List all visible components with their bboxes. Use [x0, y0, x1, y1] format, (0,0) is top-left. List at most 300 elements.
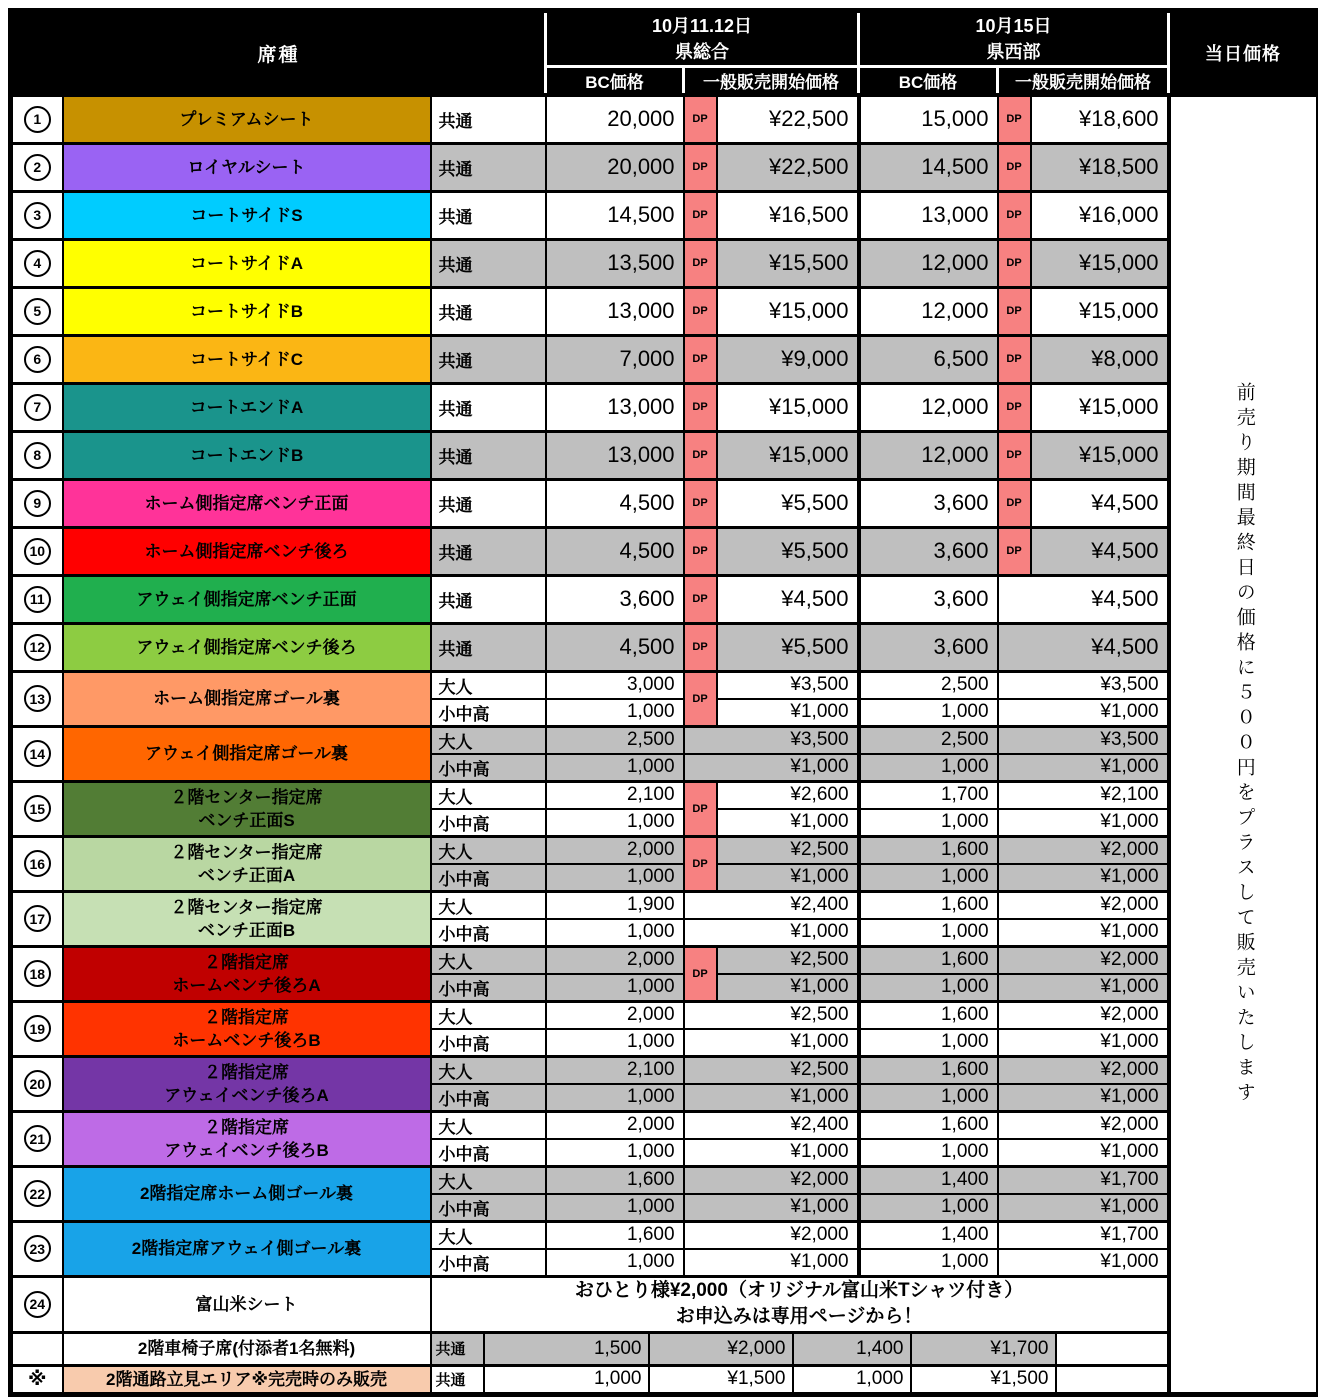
row-number-cell	[11, 143, 63, 191]
price-cell: 1,000	[546, 1029, 684, 1057]
price-cell: ¥1,700	[998, 1166, 1169, 1194]
dp-marker-cell: DP	[684, 671, 717, 726]
price-cell: ¥2,500	[717, 946, 859, 974]
seat-name-line: ２階センター指定席	[68, 786, 426, 809]
general-price-header-1: 一般販売開始価格	[684, 67, 859, 96]
price-cell: ¥1,000	[998, 754, 1169, 782]
seat-name-cell	[63, 836, 431, 891]
price-cell: ¥15,000	[717, 383, 859, 431]
price-cell: ¥5,500	[717, 623, 859, 671]
price-cell: 12,000	[859, 287, 998, 335]
price-cell: ¥1,000	[998, 1029, 1169, 1057]
table-row	[11, 527, 1318, 575]
price-cell: 2,000	[546, 836, 684, 864]
price-cell: ¥1,700	[998, 1221, 1169, 1249]
table-row	[11, 383, 1318, 431]
table-row	[11, 1111, 1318, 1139]
seat-name-line: ２階指定席	[68, 951, 426, 974]
seat-name-line: 2階通路立見エリア※完売時のみ販売	[68, 1368, 426, 1391]
category-label: 小中高	[431, 864, 546, 892]
date-group-1-header	[546, 11, 859, 67]
price-cell: ¥1,500	[650, 1367, 794, 1392]
table-row	[11, 836, 1318, 864]
dp-marker-cell: DP	[684, 143, 717, 191]
price-cell: 1,000	[859, 974, 998, 1002]
price-cell: ¥15,000	[1031, 287, 1169, 335]
category-label: 共通	[431, 623, 546, 671]
seat-name-cell	[63, 191, 431, 239]
category-label: 大人	[431, 726, 546, 754]
seat-name-line: ２階指定席	[68, 1061, 426, 1084]
row-number-cell	[11, 836, 63, 891]
dp-marker-cell: DP	[998, 191, 1031, 239]
dp-marker-cell: DP	[684, 431, 717, 479]
row-number-cell	[11, 671, 63, 726]
price-cell: 1,400	[794, 1334, 912, 1364]
row-number-cell	[11, 575, 63, 623]
seat-name-line: ロイヤルシート	[68, 156, 426, 179]
price-cell: 1,000	[546, 974, 684, 1002]
price-cell: 1,000	[859, 1194, 998, 1222]
row-number-cell	[11, 891, 63, 946]
bc-price-header-2: BC価格	[859, 67, 998, 96]
category-label: 共通	[431, 239, 546, 287]
seat-name-cell	[63, 781, 431, 836]
seat-name-cell	[63, 726, 431, 781]
dp-marker-cell: DP	[684, 191, 717, 239]
price-cell: ¥1,000	[998, 1139, 1169, 1167]
row-number-cell	[11, 335, 63, 383]
price-cell: 13,000	[859, 191, 998, 239]
price-cell: ¥3,500	[717, 671, 859, 699]
row-number-cell	[11, 1221, 63, 1276]
price-cell: ¥1,000	[684, 1084, 859, 1112]
row-number-cell	[11, 1111, 63, 1166]
price-cell: ¥22,500	[717, 143, 859, 191]
price-cell: ¥2,600	[717, 781, 859, 809]
price-cell: 2,000	[546, 1001, 684, 1029]
price-cell: ¥1,000	[998, 809, 1169, 837]
table-row	[11, 1166, 1318, 1194]
row-number: 15	[24, 795, 51, 822]
price-cell: ¥3,500	[998, 726, 1169, 754]
seat-name-line: プレミアムシート	[68, 108, 426, 131]
category-label: 大人	[431, 781, 546, 809]
price-cell: ¥2,000	[684, 1166, 859, 1194]
row-number: ※	[28, 1369, 46, 1390]
category-label: 共通	[431, 479, 546, 527]
seat-name-cell	[63, 623, 431, 671]
category-label: 大人	[431, 1111, 546, 1139]
dp-marker-cell: DP	[998, 431, 1031, 479]
dp-marker-cell: DP	[998, 335, 1031, 383]
dp-marker-cell: DP	[684, 287, 717, 335]
seat-name-line: ベンチ正面A	[68, 864, 426, 887]
advance-sale-note: 前売り期間最終日の価格に５００円をプラスして販売いたします	[1232, 382, 1255, 1107]
price-cell: 1,600	[859, 946, 998, 974]
dp-marker-cell: DP	[998, 383, 1031, 431]
price-cell: 7,000	[546, 335, 684, 383]
price-cell: 4,500	[546, 527, 684, 575]
price-cell: 2,500	[859, 671, 998, 699]
bc-price-header-1: BC価格	[546, 67, 684, 96]
seat-name-cell	[63, 1332, 431, 1365]
category-label: 小中高	[431, 1029, 546, 1057]
category-label: 共通	[431, 95, 546, 143]
seat-name-line: 2階指定席ホーム側ゴール裏	[68, 1182, 426, 1205]
price-cell: ¥1,500	[912, 1367, 1057, 1392]
price-cell: 1,000	[859, 1029, 998, 1057]
category-label: 小中高	[431, 919, 546, 947]
category-label: 大人	[431, 1221, 546, 1249]
table-row	[11, 287, 1318, 335]
price-cell: ¥18,500	[1031, 143, 1169, 191]
seat-name-cell	[63, 287, 431, 335]
dp-marker-cell: DP	[684, 575, 717, 623]
price-cell: ¥2,000	[998, 891, 1169, 919]
price-cell: ¥4,500	[717, 575, 859, 623]
row-number: 24	[24, 1291, 51, 1318]
price-cell: ¥1,000	[717, 864, 859, 892]
row-number: 8	[24, 442, 51, 469]
price-cell: 1,000	[859, 754, 998, 782]
seat-name-line: ２階指定席	[68, 1116, 426, 1139]
dp-marker-cell: DP	[684, 95, 717, 143]
price-cell: 2,000	[546, 946, 684, 974]
price-cell: 12,000	[859, 431, 998, 479]
row-number-cell	[11, 191, 63, 239]
price-cell: ¥1,000	[998, 1249, 1169, 1277]
price-cell: 1,000	[546, 699, 684, 727]
table-row	[11, 1221, 1318, 1249]
seat-name-cell	[63, 946, 431, 1001]
price-cell: ¥15,000	[717, 431, 859, 479]
price-cell: 1,500	[485, 1334, 650, 1364]
row-number: 17	[24, 905, 51, 932]
price-cell: ¥4,500	[1031, 479, 1169, 527]
category-label: 小中高	[431, 699, 546, 727]
price-cell: 2,500	[546, 726, 684, 754]
price-cell: 4,500	[546, 479, 684, 527]
seat-name-line: ホーム側指定席ベンチ後ろ	[68, 540, 426, 563]
category-label: 共通	[431, 527, 546, 575]
date-group-1-venue: 県総合	[547, 39, 857, 65]
date-group-1-date: 10月11.12日	[547, 13, 857, 39]
row-number-cell	[11, 1056, 63, 1111]
price-cell: 2,100	[546, 781, 684, 809]
category-label: 共通	[431, 383, 546, 431]
table-row	[11, 946, 1318, 974]
table-row	[11, 1276, 1318, 1332]
price-cell: ¥1,000	[998, 1084, 1169, 1112]
price-cell: 3,600	[546, 575, 684, 623]
seat-name-cell	[63, 575, 431, 623]
price-cell: 13,000	[546, 287, 684, 335]
row-number-cell	[11, 383, 63, 431]
price-cell: ¥2,400	[684, 1111, 859, 1139]
row-number-cell	[11, 1332, 63, 1365]
price-cell: ¥4,500	[998, 575, 1169, 623]
price-cell: ¥1,000	[998, 974, 1169, 1002]
price-cell: 14,500	[546, 191, 684, 239]
compact-price-cell	[431, 1332, 1169, 1365]
price-cell: 12,000	[859, 239, 998, 287]
price-cell: 1,700	[859, 781, 998, 809]
seat-name-line: ２階指定席	[68, 1006, 426, 1029]
row-number-cell	[11, 946, 63, 1001]
price-cell: ¥2,000	[650, 1334, 794, 1364]
category-label: 小中高	[431, 1249, 546, 1277]
row-number: 21	[24, 1125, 51, 1152]
dp-marker-cell: DP	[684, 383, 717, 431]
seat-name-line: コートエンドB	[68, 444, 426, 467]
price-cell: ¥1,000	[684, 1139, 859, 1167]
seat-name-cell	[63, 1276, 431, 1332]
price-cell: ¥8,000	[1031, 335, 1169, 383]
seat-name-line: アウェイ側指定席ベンチ後ろ	[68, 636, 426, 659]
seat-name-cell	[63, 1111, 431, 1166]
price-cell: ¥15,000	[717, 287, 859, 335]
seat-name-line: コートサイドB	[68, 300, 426, 323]
row-number: 2	[24, 154, 51, 181]
seat-name-line: ホームベンチ後ろA	[68, 974, 426, 997]
row-number-cell	[11, 431, 63, 479]
price-cell: ¥15,000	[1031, 383, 1169, 431]
price-cell: ¥1,000	[684, 1029, 859, 1057]
seat-name-line: アウェイ側指定席ベンチ正面	[68, 588, 426, 611]
price-cell: 1,000	[546, 864, 684, 892]
dp-marker-cell: DP	[684, 335, 717, 383]
price-cell: ¥22,500	[717, 95, 859, 143]
row-number: 13	[24, 685, 51, 712]
category-label: 共通	[431, 143, 546, 191]
seat-name-line: コートサイドA	[68, 252, 426, 275]
category-label: 共通	[432, 1334, 485, 1364]
row-number: 1	[24, 106, 51, 133]
price-cell: ¥2,000	[998, 836, 1169, 864]
compact-price-cell	[431, 1365, 1169, 1394]
dp-marker-cell: DP	[998, 287, 1031, 335]
seat-name-cell	[63, 671, 431, 726]
price-cell: ¥2,000	[998, 1001, 1169, 1029]
row-number-cell	[11, 1166, 63, 1221]
category-label: 大人	[431, 836, 546, 864]
price-cell: 2,500	[859, 726, 998, 754]
seat-name-cell	[63, 479, 431, 527]
row-number-cell	[11, 1365, 63, 1394]
price-cell: 2,100	[546, 1056, 684, 1084]
table-body	[11, 95, 1318, 1394]
table-row	[11, 95, 1318, 143]
price-cell: ¥18,600	[1031, 95, 1169, 143]
row-number-cell	[11, 1001, 63, 1056]
price-cell: 1,000	[859, 1139, 998, 1167]
row-number: 9	[24, 490, 51, 517]
row-number: 3	[24, 202, 51, 229]
seat-name-line: ２階センター指定席	[68, 896, 426, 919]
seat-name-cell	[63, 527, 431, 575]
table-row	[11, 335, 1318, 383]
dp-marker-cell: DP	[998, 95, 1031, 143]
dp-marker-cell: DP	[998, 527, 1031, 575]
dp-marker-cell: DP	[684, 623, 717, 671]
row-number-cell	[11, 287, 63, 335]
table-row	[11, 431, 1318, 479]
seat-name-cell	[63, 335, 431, 383]
table-row	[11, 726, 1318, 754]
category-label: 大人	[431, 1001, 546, 1029]
dp-marker-cell: DP	[684, 946, 717, 1001]
row-number-cell	[11, 479, 63, 527]
seat-type-header: 席種	[11, 11, 546, 96]
price-cell: ¥16,500	[717, 191, 859, 239]
price-cell: 1,000	[546, 919, 684, 947]
seat-name-line: 2階車椅子席(付添者1名無料)	[68, 1337, 426, 1360]
price-cell: ¥4,500	[1031, 527, 1169, 575]
row-number: 14	[24, 740, 51, 767]
price-cell: ¥1,000	[717, 699, 859, 727]
price-cell: 13,500	[546, 239, 684, 287]
price-cell: 3,600	[859, 575, 998, 623]
seat-price-table	[8, 8, 1318, 1397]
general-price-header-2: 一般販売開始価格	[998, 67, 1169, 96]
seat-name-cell	[63, 1001, 431, 1056]
category-label: 小中高	[431, 1194, 546, 1222]
price-cell: ¥2,500	[717, 836, 859, 864]
price-cell: 1,400	[859, 1166, 998, 1194]
seat-name-line: 2階指定席アウェイ側ゴール裏	[68, 1237, 426, 1260]
empty-cell	[1057, 1334, 1167, 1364]
day-price-header: 当日価格	[1169, 11, 1318, 96]
category-label: 小中高	[431, 754, 546, 782]
dp-marker-cell: DP	[684, 836, 717, 891]
price-cell: 1,000	[859, 919, 998, 947]
row-number-cell	[11, 1276, 63, 1332]
seat-name-cell	[63, 891, 431, 946]
price-cell: ¥1,000	[998, 1194, 1169, 1222]
category-label: 小中高	[431, 1084, 546, 1112]
price-cell: 1,600	[546, 1221, 684, 1249]
table-row	[11, 891, 1318, 919]
seat-name-cell	[63, 239, 431, 287]
seat-name-cell	[63, 383, 431, 431]
price-cell: ¥1,000	[684, 1194, 859, 1222]
price-cell: ¥1,000	[998, 864, 1169, 892]
seat-name-cell	[63, 1221, 431, 1276]
price-cell: 1,000	[546, 1194, 684, 1222]
price-cell: ¥1,000	[998, 919, 1169, 947]
price-cell: 1,000	[546, 809, 684, 837]
row-number: 19	[24, 1015, 51, 1042]
price-cell: ¥2,000	[998, 1056, 1169, 1084]
price-cell: 1,600	[546, 1166, 684, 1194]
price-cell: ¥15,000	[1031, 239, 1169, 287]
seat-name-line: コートサイドS	[68, 204, 426, 227]
price-cell: 1,000	[546, 1139, 684, 1167]
category-label: 小中高	[431, 809, 546, 837]
price-cell: 1,600	[859, 836, 998, 864]
price-cell: ¥3,500	[684, 726, 859, 754]
price-cell: 1,000	[859, 1249, 998, 1277]
date-group-2-date: 10月15日	[860, 13, 1167, 39]
row-number-cell	[11, 726, 63, 781]
table-row	[11, 1056, 1318, 1084]
category-label: 共通	[432, 1367, 485, 1392]
category-label: 共通	[431, 335, 546, 383]
price-cell: 2,000	[546, 1111, 684, 1139]
row-number-cell	[11, 623, 63, 671]
seat-name-cell	[63, 431, 431, 479]
price-cell: ¥2,500	[684, 1001, 859, 1029]
price-cell: 1,000	[794, 1367, 912, 1392]
seat-name-line: ホーム側指定席ゴール裏	[68, 687, 426, 710]
seat-name-line: 富山米シート	[68, 1293, 426, 1316]
category-label: 大人	[431, 671, 546, 699]
row-number-cell	[11, 527, 63, 575]
table-header	[11, 11, 1318, 96]
price-cell: 1,900	[546, 891, 684, 919]
price-cell: ¥2,000	[998, 1111, 1169, 1139]
price-cell: 13,000	[546, 431, 684, 479]
price-cell: ¥1,700	[912, 1334, 1057, 1364]
price-cell: 1,000	[546, 1084, 684, 1112]
seat-name-line: アウェイベンチ後ろA	[68, 1084, 426, 1107]
price-cell: 3,000	[546, 671, 684, 699]
row-number: 10	[24, 538, 51, 565]
compact-price-row	[432, 1367, 1167, 1392]
price-cell: 20,000	[546, 143, 684, 191]
date-group-2-header	[859, 11, 1169, 67]
table-row	[11, 1365, 1318, 1394]
seat-name-line: ベンチ正面B	[68, 919, 426, 942]
seat-name-line: ホーム側指定席ベンチ正面	[68, 492, 426, 515]
price-cell: 20,000	[546, 95, 684, 143]
price-cell: 13,000	[546, 383, 684, 431]
category-label: 共通	[431, 431, 546, 479]
row-number: 5	[24, 298, 51, 325]
price-cell: 3,600	[859, 479, 998, 527]
category-label: 小中高	[431, 974, 546, 1002]
category-label: 大人	[431, 891, 546, 919]
category-label: 共通	[431, 575, 546, 623]
seat-name-cell	[63, 1166, 431, 1221]
merged-info-line: お申込みは専用ページから！	[432, 1304, 1167, 1331]
row-number: 16	[24, 850, 51, 877]
price-cell: 1,000	[859, 809, 998, 837]
table-row	[11, 575, 1318, 623]
empty-cell	[1057, 1367, 1167, 1392]
price-cell: ¥2,500	[684, 1056, 859, 1084]
seat-name-line: ホームベンチ後ろB	[68, 1029, 426, 1052]
price-cell: ¥15,000	[1031, 431, 1169, 479]
price-cell: ¥1,000	[684, 919, 859, 947]
table-row	[11, 1001, 1318, 1029]
row-number: 20	[24, 1070, 51, 1097]
seat-name-cell	[63, 1365, 431, 1394]
row-number-cell	[11, 781, 63, 836]
row-number: 12	[24, 634, 51, 661]
seat-name-cell	[63, 143, 431, 191]
category-label: 小中高	[431, 1139, 546, 1167]
category-label: 大人	[431, 1056, 546, 1084]
price-cell: ¥15,500	[717, 239, 859, 287]
price-cell: 1,600	[859, 1001, 998, 1029]
price-cell: 1,600	[859, 1056, 998, 1084]
table-row	[11, 191, 1318, 239]
row-number-cell	[11, 95, 63, 143]
price-cell: ¥5,500	[717, 527, 859, 575]
price-cell: 6,500	[859, 335, 998, 383]
